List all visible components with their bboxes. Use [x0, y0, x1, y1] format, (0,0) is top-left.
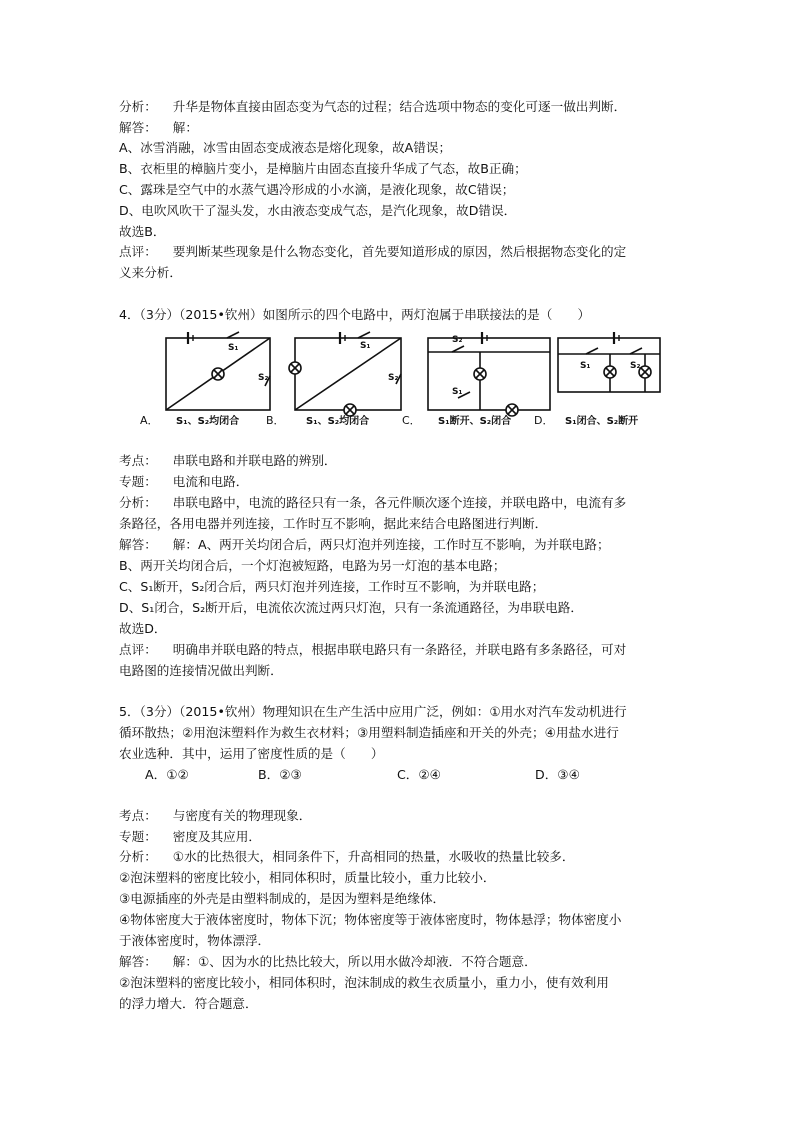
- q3-dianping-text: 要判断某些现象是什么物态变化，首先要知道形成的原因，然后根据物态变化的定: [172, 244, 627, 259]
- q4-circuit-figure: [140, 328, 670, 428]
- q4-fenxi-text: 串联电路中，电流的路径只有一条，各元件顺次逐个连接，并联电路中，电流有多: [172, 495, 627, 510]
- q3-jieda-text: 解：: [172, 120, 198, 135]
- q3-line-c: C、露珠是空气中的水蒸气遇冷形成的小水滴，是液化现象，故C错误；: [119, 182, 515, 197]
- q5-fenxi-label: 分析：: [119, 849, 157, 864]
- caption-a: S₁、S₂均闭合: [176, 416, 240, 427]
- q3-jieda-line: [119, 119, 198, 137]
- q4-dianping-text: 明确串并联电路的特点，根据串联电路只有一条路径，并联电路有多条路径，可对: [172, 642, 627, 657]
- q4-jieda-line: [119, 536, 610, 554]
- q4-jieda-label: 解答：: [119, 537, 157, 552]
- q3-answer: 故选B．: [119, 224, 166, 239]
- q4-kaodian-line: [119, 452, 337, 470]
- opt-a-letter: A．: [140, 414, 159, 427]
- q5-zhuanti-text: 密度及其应用．: [172, 829, 261, 844]
- q5-option-b: B．②③: [258, 767, 302, 782]
- q4-kaodian-text: 串联电路和并联电路的辨别．: [172, 453, 337, 468]
- q3-fenxi-line: [119, 98, 626, 116]
- q4-dianping-line: [119, 641, 626, 659]
- label-b-s1: S₁: [360, 341, 371, 351]
- opt-b-letter: B．: [266, 414, 285, 427]
- q4-answer: 故选D．: [119, 621, 167, 636]
- q4-fenxi-line-2: 条路径，各用电器并列连接，工作时互不影响，据此来结合电路图进行判断．: [119, 516, 548, 531]
- q4-zhuanti-text: 电流和电路．: [172, 474, 249, 489]
- label-c-s1: S₁: [452, 387, 463, 397]
- q4-kaodian-label: 考点：: [119, 453, 157, 468]
- q5-kaodian-text: 与密度有关的物理现象．: [172, 808, 312, 823]
- q5-jieda-label: 解答：: [119, 954, 157, 969]
- q5-stem-line-3: 农业选种．其中，运用了密度性质的是（ ）: [119, 746, 384, 761]
- q3-dianping-line: [119, 243, 626, 261]
- q5-fenxi-line-3: ③电源插座的外壳是由塑料制成的，是因为塑料是绝缘体．: [119, 891, 446, 906]
- q4-dianping-line-2: 电路图的连接情况做出判断．: [119, 663, 283, 678]
- q4-dianping-label: 点评：: [119, 642, 157, 657]
- q5-option-a: A．①②: [145, 767, 189, 782]
- caption-d: S₁闭合、S₂断开: [565, 416, 639, 427]
- q5-fenxi-text: ①水的比热很大，相同条件下，升高相同的热量，水吸收的热量比较多．: [172, 849, 575, 864]
- label-c-s2: S₂: [452, 335, 463, 345]
- circuit-b: [289, 332, 401, 416]
- q4-line-d: D、S₁闭合，S₂断开后，电流依次流过两只灯泡，只有一条流通路径，为串联电路．: [119, 600, 583, 615]
- q5-zhuanti-label: 专题：: [119, 829, 157, 844]
- q5-stem-line-1: 5．（3分）（2015•钦州）物理知识在生产生活中应用广泛，例如：①用水对汽车发动机进行: [119, 704, 627, 719]
- label-d-s1: S₁: [580, 361, 591, 371]
- q3-line-d: D、电吹风吹干了湿头发，水由液态变成气态，是汽化现象，故D错误．: [119, 203, 517, 218]
- q4-line-c: C、S₁断开，S₂闭合后，两只灯泡并列连接，工作时互不影响，为并联电路；: [119, 579, 545, 594]
- q5-zhuanti-line: [119, 828, 261, 846]
- label-a-s2: S₂: [258, 373, 269, 383]
- circuit-c: [428, 332, 550, 416]
- q3-line-a: A、冰雪消融，冰雪由固态变成液态是熔化现象，故A错误；: [119, 140, 452, 155]
- q4-line-b: B、两开关均闭合后，一个灯泡被短路，电路为另一灯泡的基本电路；: [119, 558, 506, 573]
- q4-zhuanti-line: [119, 473, 248, 491]
- q5-jieda-line-2: ②泡沫塑料的密度比较小，相同体积时，泡沫制成的救生衣质量小，重力小，使有效利用: [119, 975, 609, 990]
- label-b-s2: S₂: [388, 373, 399, 383]
- q3-dianping-label: 点评：: [119, 244, 157, 259]
- q5-kaodian-line: [119, 807, 311, 825]
- opt-d-letter: D．: [534, 414, 554, 427]
- caption-b: S₁、S₂均闭合: [306, 416, 370, 427]
- q3-line-b: B、衣柜里的樟脑片变小，是樟脑片由固态直接升华成了气态，故B正确；: [119, 161, 527, 176]
- circuit-d: [558, 332, 660, 392]
- q3-fenxi-label: 分析：: [119, 99, 157, 114]
- q4-zhuanti-label: 专题：: [119, 474, 157, 489]
- q5-fenxi-line-5: 于液体密度时，物体漂浮．: [119, 933, 271, 948]
- q4-fenxi-line: [119, 494, 626, 512]
- q4-fenxi-label: 分析：: [119, 495, 157, 510]
- q3-fenxi-text: 升华是物体直接由固态变为气态的过程；结合选项中物态的变化可逐一做出判断．: [172, 99, 627, 114]
- label-a-s1: S₁: [228, 343, 239, 353]
- q5-fenxi-line: [119, 848, 574, 866]
- label-d-s2: S₂: [630, 361, 641, 371]
- q5-option-c: C．②④: [397, 767, 441, 782]
- q5-jieda-line-3: 的浮力增大．符合题意．: [119, 996, 258, 1011]
- q5-fenxi-line-4: ④物体密度大于液体密度时，物体下沉；物体密度等于液体密度时，物体悬浮；物体密度小: [119, 912, 622, 927]
- q5-kaodian-label: 考点：: [119, 808, 157, 823]
- opt-c-letter: C．: [402, 414, 421, 427]
- q5-fenxi-line-2: ②泡沫塑料的密度比较小，相同体积时，质量比较小，重力比较小．: [119, 870, 496, 885]
- q3-dianping-line-2: 义来分析．: [119, 265, 182, 280]
- q3-jieda-label: 解答：: [119, 120, 157, 135]
- q5-option-d: D．③④: [535, 767, 580, 782]
- q4-jieda-text: 解：A、两开关均闭合后，两只灯泡并列连接，工作时互不影响，为并联电路；: [172, 537, 610, 552]
- q5-jieda-text: 解：①、因为水的比热比较大，所以用水做冷却液．不符合题意．: [172, 954, 537, 969]
- q5-jieda-line: [119, 953, 537, 971]
- q4-stem: 4．（3分）（2015•钦州）如图所示的四个电路中，两灯泡属于串联接法的是（ ）: [119, 307, 591, 322]
- q5-stem-line-2: 循环散热；②用泡沫塑料作为救生衣材料；③用塑料制造插座和开关的外壳；④用盐水进行: [119, 725, 619, 740]
- caption-c: S₁断开、S₂闭合: [438, 416, 512, 427]
- circuit-a: [166, 332, 270, 410]
